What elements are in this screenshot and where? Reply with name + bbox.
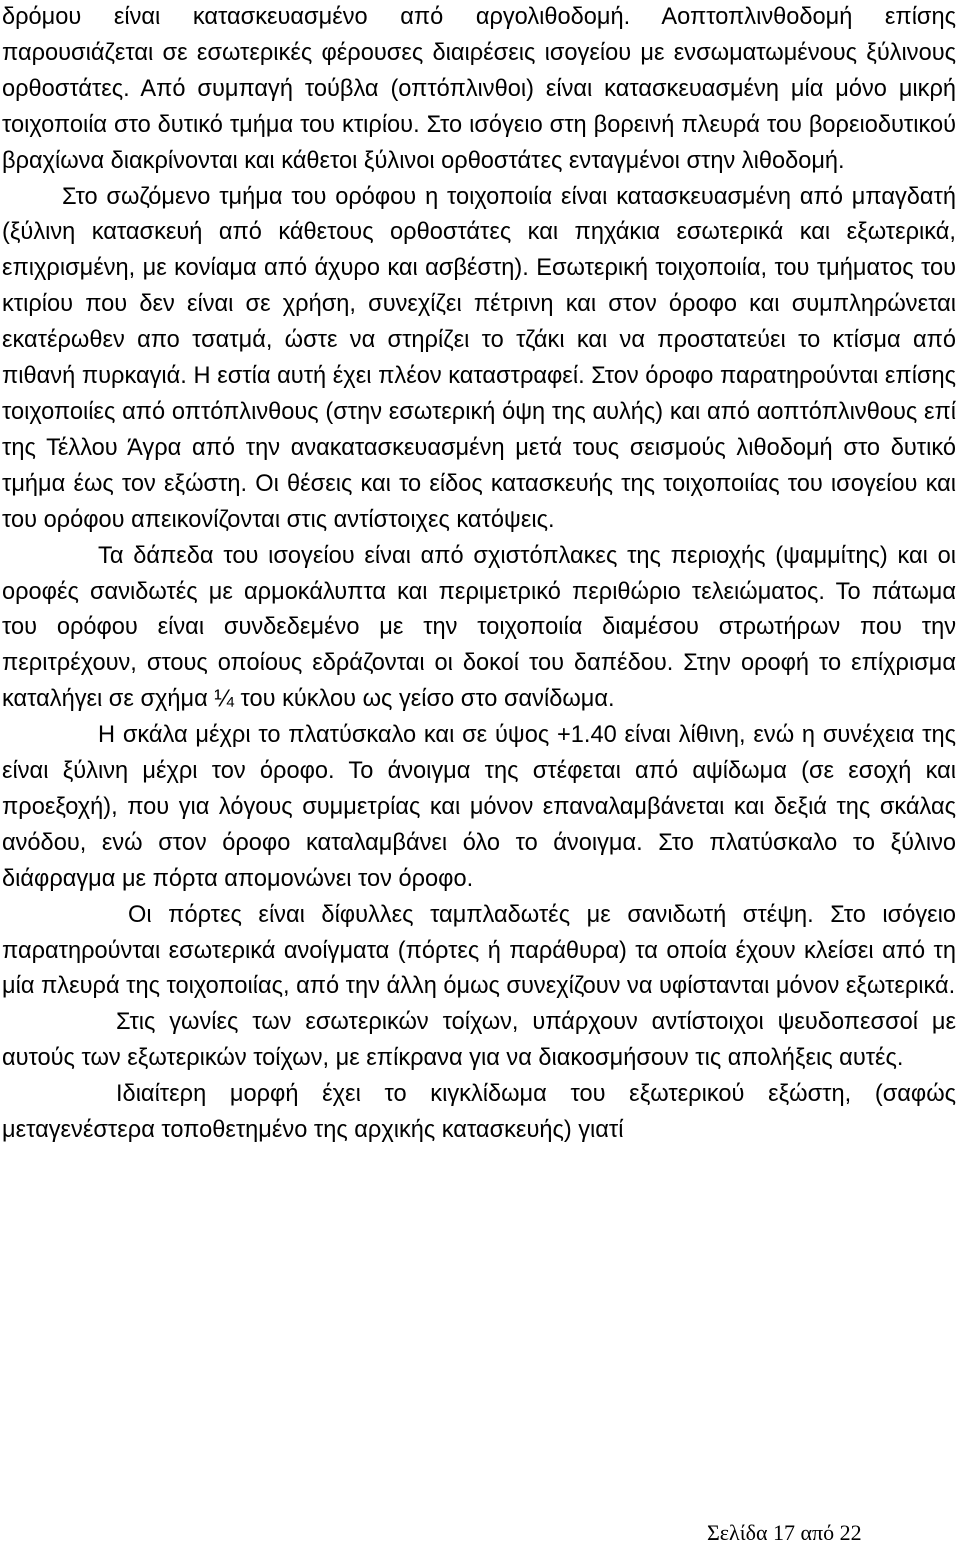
paragraph-staircase: Η σκάλα μέχρι το πλατύσκαλο και σε ύψος +1.40 είναι λίθινη, ενώ η συνέχεια της είναι ξύλινη μέχρι τον όροφο. Το άνοιγμα της στέφεται από αψίδωμα (σε εσοχή και προεξοχή), που για λόγους συμμετρίας και μόνον επαναλαμβάνεται και δεξιά της σκάλας ανόδου, ενώ στον όροφο καταλαμβάνει όλο το άνοιγμα. Στο πλατύσκαλο το ξύλινο διάφραγμα με πόρτα απομονώνει τον όροφο. (2, 722, 956, 892)
paragraph-doors-block (2, 898, 956, 1006)
paragraph-floors-ceilings: Τα δάπεδα του ισογείου είναι από σχιστόπλακες της περιοχής (ψαμμίτης) και οι οροφές σανιδωτές με αρμοκάλυπτα και περιμετρικό περιθώριο τελειώματος. Το πάτωμα του ορόφου είναι συνδεδεμένο με την τοιχοποιία διαμέσου στρωτήρων που την περιτρέχουν, στους οποίους εδράζονται οι δοκοί του δαπέδου. Στην οροφή το επίχρισμα καταλήγει σε σχήμα ¼ του κύκλου ως γείσο στο σανίδωμα. (2, 542, 956, 713)
paragraph-walls-upper-floor: Στο σωζόμενο τμήμα του ορόφου η τοιχοποιία είναι κατασκευασμένη από μπαγδατή (ξύλινη κατασκευή από κάθετους ορθοστάτες και πηχάκια εσωτερικά και εξωτερικά, επιχρισμένη, με κονίαμα από άχυρο και ασβέστη). Εσωτερική τοιχοποιία, του τμήματος του κτιρίου που δεν είναι σε χρήση, συνεχίζει πέτρινη και στον όροφο και συμπληρώνεται εκατέρωθεν απο τσατμά, ώστε να στηρίζει το τζάκι και να προστατεύει το κτίσμα από πιθανή πυρκαγιά. Η εστία αυτή έχει πλέον καταστραφεί. Στον όροφο παρατηρούνται επίσης τοιχοποιίες από οπτόπλινθους (στην εσωτερική όψη της αυλής) και από αοπτόπλινθους επί της Τέλλου Άγρα από την ανακατασκευασμένη μετά τους σεισμούς λιθοδομή στο δυτικό τμήμα έως τον εξώστη. Οι θέσεις και το είδος κατασκευής της τοιχοποιίας του ισογείου και του ορόφου απεικονίζονται στις αντίστοιχες κατόψεις. (2, 183, 956, 533)
document-body (2, 0, 956, 1149)
page-number-footer: Σελίδα 17 από 22 (707, 1520, 862, 1545)
paragraph-doors: Οι πόρτες είναι δίφυλλες ταμπλαδωτές με σανιδωτή στέψη. Στο ισόγειο παρατηρούνται εσωτερικά ανοίγματα (πόρτες ή παράθυρα) τα οποία έχουν κλείσει από τη μία πλευρά της τοιχοποιίας, από την άλλη όμως συνεχίζουν να υφίστανται μόνον εξωτερικά. (2, 901, 956, 1000)
paragraph-walls-ground-floor: δρόμου είναι κατασκευασμένο από αργολιθοδομή. Αοπτοπλινθοδομή επίσης παρουσιάζεται σε εσωτερικές φέρουσες διαιρέσεις ισογείου με ενσωματωμένους ξύλινους ορθοστάτες. Από συμπαγή τούβλα (οπτόπλινθοι) είναι κατασκευασμένη μία μόνο μικρή τοιχοποιία στο δυτικό τμήμα του κτιρίου. Στο ισόγειο στη βορεινή πλευρά του βορειοδυτικού βραχίωνα διακρίνονται και κάθετοι ξύλινοι ορθοστάτες ενταγμένοι στην λιθοδομή. (2, 4, 956, 174)
paragraph-balcony-railing: Ιδιαίτερη μορφή έχει το κιγκλίδωμα του εξωτερικού εξώστη, (σαφώς μεταγενέστερα τοποθετημένο της αρχικής κατασκευής) γιατί (2, 1081, 956, 1144)
paragraph-pilasters: Στις γωνίες των εσωτερικών τοίχων, υπάρχουν αντίστοιχοι ψευδοπεσσοί με αυτούς των εξωτερικών τοίχων, με επίκρανα για να διακοσμήσουν τις απολήξεις αυτές. (2, 1009, 956, 1072)
